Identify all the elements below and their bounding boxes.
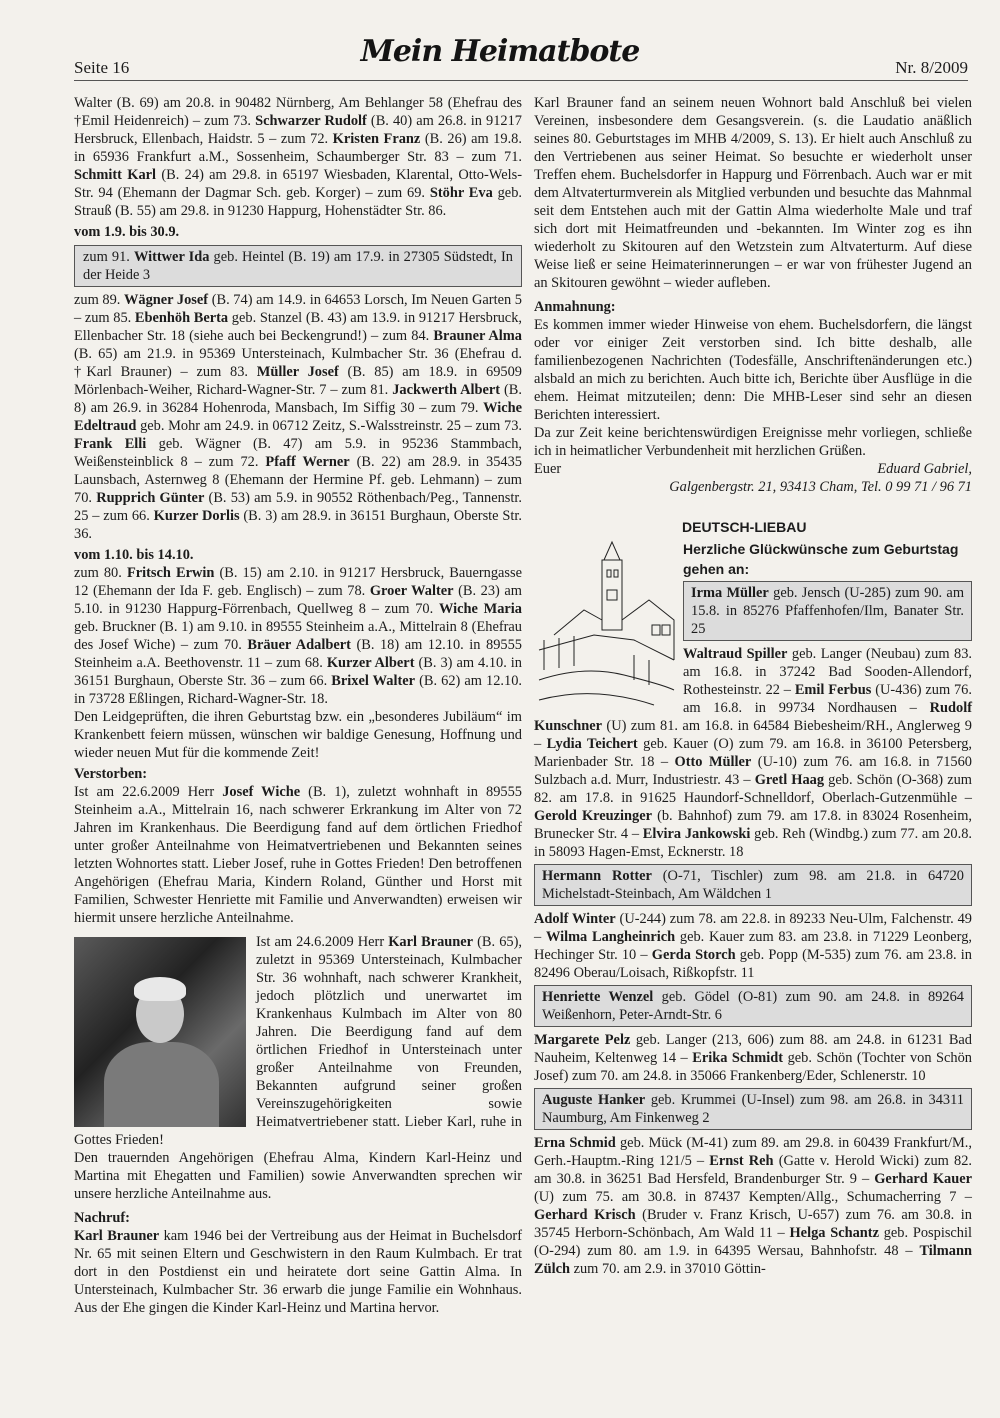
birthday-list-aug: Walter (B. 69) am 20.8. in 90482 Nürnberg, Am Behlanger 58 (Ehefrau des †Emil Heidenreich) – zum 73. Schwarzer Rudolf (B. 40) am 26.8. in 91217 Hersbruck, Ellenbach, Haidstr. 5 – zum 72. Kristen Franz (B. 26) am 19.8. in 65936 Frankfurt a.M., Sossenheim, Schaumberger Str. 83 – zum 71. Schmitt Karl (B. 24) am 29.8. in 65197 Wiesbaden, Klarental, Otto-Wels-Str. 94 (Ehemann der Dagmar Sch. geb. Korger) – zum 69. Stöhr Eva geb. Strauß (B. 55) am 29.8. in 91230 Happurg, Hohenstädter Str. 86. <box>74 95 522 219</box>
birthday-list-dl-4: Erna Schmid geb. Mück (M-41) zum 89. am 29.8. in 60439 Frankfurt/M., Gerh.-Hauptm.-Ring 121/5 – Ernst Reh (Gatte v. Herold Wicki) zum 82. am 30.8. in 36251 Bad Hersfeld, Brandenburger Str. 9 – Gerhard Kauer (U) zum 75. am 30.8. in 87437 Kempten/Allg., Schumacherring 7 – Gerhard Krisch (Bruder v. Franz Krisch, U-657) zum 76. am 30.8. in 35745 Herborn-Schönbach, Am Wald 11 – Helga Schantz geb. Pospischil (O-294) zum 80. am 1.9. in 64395 Wersau, Bahnhofstr. 48 – Tilmann Zülch zum 70. am 2.9. in 37010 Göttin- <box>534 1135 972 1277</box>
heading-nachruf: Nachruf: <box>74 1210 130 1226</box>
section-heading-sept: vom 1.9. bis 30.9. <box>74 224 180 240</box>
masthead-title: Mein Heimatbote <box>360 34 640 69</box>
condolences: Den trauernden Angehörigen (Ehefrau Alma, Kindern Karl-Heinz und Martina mit Ehegatten und Familien) sowie Anverwandten sprechen wir unsere herzliche Anteilnahme aus. <box>74 1150 522 1202</box>
deutsch-liebau-block <box>534 540 972 861</box>
highlight-box-mueller: Irma Müller geb. Jensch (U-285) zum 90. am 15.8. in 85276 Pfaffenhofen/Ilm, Banater Str. 25 <box>683 581 972 641</box>
church-sketch <box>534 540 679 712</box>
nachruf-text: Karl Brauner kam 1946 bei der Vertreibung aus der Heimat in Buchelsdorf Nr. 65 mit seinen Eltern und Geschwistern in den Raum Kulmbach. Er trat dort in den Postdienst ein und heiratete dort seine Gattin Alma. In Untersteinach, Kulmbacher Str. 36 erwarb die junge Familie ein Wohnhaus. Aus der Ehe gingen die Kinder Karl-Heinz und Martina hervor. <box>74 1228 523 1316</box>
section-title-deutsch-liebau: DEUTSCH-LIEBAU <box>682 519 807 535</box>
signature-line <box>534 460 972 478</box>
birthday-list-dl-1: Waltraud Spiller geb. Langer (Neubau) zum 83. am 16.8. in 37242 Bad Sooden-Allendorf, Rothesteinstr. 22 – Emil Ferbus (U-436) zum 76. am 16.8. in 99734 Nordhausen – Rudolf Kunschner (U) zum 81. am 16.8. in 64584 Biebesheim/RH., Anglerweg 9 – Lydia Teichert geb. Kauer (O) zum 79. am 16.8. in 36100 Petersberg, Marienbader Str. 18 – Otto Müller (U-10) zum 76. am 16.8. in 71560 Sulzbach a.d. Murr, Industriestr. 43 – Gretl Haag geb. Schön (O-368) zum 82. am 17.8. in 91625 Haundorf-Schnelldorf, Oberlach-Gutzenmühle – Gerold Kreuzinger (b. Bahnhof) zum 79. am 17.8. in 83024 Rosenheim, Brunecker Str. 4 – Elvira Jankowski geb. Reh (Windbg.) zum 77. am 20.8. in 58093 Hagen-Emst, Ecknerstr. 18 <box>534 646 973 860</box>
issue-number: Nr. 8/2009 <box>895 58 968 77</box>
anmahnung-text: Es kommen immer wieder Hinweise von ehem. Buchelsdorfern, die längst oder vor einiger Zeit verstorben sind. Ich bitte deshalb, alle familienbezogenen Nachrichten (Todesfälle, Anschriftenänderungen etc.) alsbald an mich zu berichten. Auch bitte ich, Berichte über Ausflüge in die ehem. Heimat mitzuteilen; denn: Die MHB-Leser sind sehr an diesen Berichten interessiert. <box>534 317 972 423</box>
signature-euer: Euer <box>534 461 562 477</box>
birthday-list-dl-2: Adolf Winter (U-244) zum 78. am 22.8. in 89233 Neu-Ulm, Falchenstr. 49 – Wilma Langheinrich geb. Kauer zum 83. am 23.8. in 71229 Leonberg, Hechinger Str. 10 – Gerda Storch geb. Popp (M-535) zum 76. am 23.8. in 82496 Oberau/Loisach, Rißkopfstr. 11 <box>534 911 973 981</box>
highlight-box-hanker: Auguste Hanker geb. Krummei (U-Insel) zum 98. am 26.8. in 34311 Naumburg, Am Finkenweg 2 <box>534 1088 972 1130</box>
obituary-wiche: Ist am 22.6.2009 Herr Josef Wiche (B. 1), zuletzt wohnhaft in 89555 Steinheim a.A., Mittelrain 16, nach schwerer Erkrankung im Alter von 72 Jahren im Krankenhaus. Die Beerdigung fand auf dem örtlichen Friedhof unter großer Anteilnahme von Heimatvertriebenen und Bekannten seines letzten Wohnortes statt. Lieber Josef, ruhe in Gottes Frieden! Den betroffenen Angehörigen (Ehefrau Maria, Kindern Roland, Günther und Horst mit Familien, Schwester Henriette mit Familie und Anverwandten) erweisen wir hiermit unsere herzliche Anteilnahme. <box>74 784 522 926</box>
right-column <box>534 94 972 1278</box>
subheading-congrats: Herzliche Glückwünsche zum Geburtstag <box>683 541 959 557</box>
highlight-box-wenzel: Henriette Wenzel geb. Gödel (O-81) zum 90. am 24.8. in 89264 Weißenhorn, Peter-Arndt-Str. 6 <box>534 985 972 1027</box>
signature-address: Galgenbergstr. 21, 93413 Cham, Tel. 0 99 71 / 96 71 <box>669 479 972 495</box>
page-number: Seite 16 <box>74 58 130 77</box>
birthday-list-sept: zum 89. Wägner Josef (B. 74) am 14.9. in 64653 Lorsch, Im Neuen Garten 5 – zum 85. Ebenhöh Berta geb. Stanzel (B. 43) am 13.9. in 91217 Hersbruck, Ellenbacher Str. 18 (siehe auch bei Beckengrund!) – zum 84. Brauner Alma (B. 65) am 21.9. in 95369 Untersteinach, Kulmbacher Str. 36 (Ehefrau d. †Karl Brauner) – zum 83. Müller Josef (B. 85) am 18.9. in 69509 Mörlenbach-Weiher, Richard-Wagner-Str. 7 – zum 81. Jackwerth Albert (B. 8) am 26.9. in 36284 Hohenroda, Mansbach, Im Siffig 30 – zum 79. Wiche Edeltraud geb. Mohr am 24.9. in 06712 Zeitz, S.-Walsstreinstr. 25 – zum 73. Frank Elli geb. Wägner (B. 47) am 5.9. in 95236 Stammbach, Weißensteinblick 8 – zum 72. Pfaff Werner (B. 22) am 28.9. in 35435 Launsbach, Asternweg 8 (Ehemann der Hermine Pf. geb. Lehmann) – zum 70. Rupprich Günter (B. 53) am 5.9. in 90552 Röthenbach/Peg., Tannenstr. 25 – zum 66. Kurzer Dorlis (B. 3) am 28.9. in 36151 Burghaun, Oberste Str. 36. <box>74 292 522 542</box>
highlight-box-rotter: Hermann Rotter (O-71, Tischler) zum 98. am 21.8. in 64720 Michelstadt-Steinbach, Am Wäldchen 1 <box>534 864 972 906</box>
heading-anmahnung: Anmahnung: <box>534 299 616 315</box>
highlight-box-wittwer: zum 91. Wittwer Ida geb. Heintel (B. 19) am 17.9. in 27305 Südstedt, In der Heide 3 <box>74 245 522 287</box>
signature-name: Eduard Gabriel, <box>877 461 972 477</box>
get-well-wishes: Den Leidgeprüften, die ihren Geburtstag bzw. ein „besonderes Jubiläum“ im Krankenbett feiern müssen, wünschen wir baldige Genesung, Hoffnung und wieder neuen Mut für die kommende Zeit! <box>74 709 522 761</box>
birthday-list-dl-3: Margarete Pelz geb. Langer (213, 606) zum 88. am 24.8. in 61231 Bad Nauheim, Keltenweg 14 – Erika Schmidt geb. Schön (Tochter von Schön Josef) zum 70. am 24.8. in 35066 Frankenberg/Eder, Schlenerstr. 10 <box>534 1032 972 1084</box>
left-column <box>74 94 522 1317</box>
portrait-photo <box>74 937 246 1127</box>
obituary-brauner: Ist am 24.6.2009 Herr Karl Brauner (B. 65), zuletzt in 95369 Untersteinach, Kulmbacher Str. 36 wohnhaft, nach schwerer Krankheit, jedoch plötzlich und unerwartet im Krankenhaus Kulmbach im Alter von 80 Jahren. Die Beerdigung fand auf dem örtlichen Friedhof in Untersteinach unter großer Anteilnahme von Freunden, Bekannten aufgrund seiner großen Vereinszugehörigkeiten sowie Heimatvertriebener statt. Lieber Karl, ruhe in Gottes Frieden! <box>74 934 522 1148</box>
birthday-list-oct: zum 80. Fritsch Erwin (B. 15) am 2.10. in 91217 Hersbruck, Bauerngasse 12 (Ehemann der Ida F. geb. Englisch) – zum 78. Groer Walter (B. 23) am 5.10. in 91230 Happurg-Förrenbach, Quellweg 8 – zum 70. Wiche Maria geb. Bruckner (B. 1) am 9.10. in 89555 Steinheim a.A., Mittelrain 8 (Ehefrau des Josef Wiche) – zum 70. Bräuer Adalbert (B. 18) am 12.10. in 89555 Steinheim a.A. Beethovenstr. 11 – zum 68. Kurzer Albert (B. 3) am 4.10. in 36151 Burghaun, Oberste Str. 36 – zum 66. Brixel Walter (B. 62) am 12.10. in 73728 Eßlingen, Richard-Wagner-Str. 18. <box>74 565 523 707</box>
heading-deceased: Verstorben: <box>74 766 148 782</box>
subheading-gehen-an: gehen an: <box>683 561 750 577</box>
header-rule <box>74 80 968 81</box>
section-heading-oct: vom 1.10. bis 14.10. <box>74 547 194 563</box>
nachruf-continued: Karl Brauner fand an seinem neuen Wohnort bald Anschluß bei vielen Vereinen, insbesondere dem Gesangsverein. (s. die Laudatio anäßlich seines 80. Geburtstages im MHB 4/2009, S. 13). Er hielt auch Anschluß zu den Vertriebenen aus seiner Heimat. So besuchte er wiederholt unser Treffen ehem. Buchelsdorfer in Happurg und Förrenbach. Auch war er mit dem Altvaterturmverein als Mitglied verbunden und besuchte das Mahnmal seit dem Entstehen auch mit der Gattin Alma wiederholte Male und traf sich dort mit Heimatfreunden und -bekannten. Im Winter zog es ihn wiederholt zu Skitouren auf den Wetzstein zum Altvaterturm. Auf diese Weise ließ er seine Heimaterinnerungen – er war von frühester Jugend an an Skitouren gewöhnt – wieder aufleben. <box>534 95 972 291</box>
closing-text: Da zur Zeit keine berichtenswürdigen Ereignisse mehr vorliegen, schließe ich in heimatlicher Verbundenheit mit herzlichen Grüßen. <box>534 425 972 459</box>
